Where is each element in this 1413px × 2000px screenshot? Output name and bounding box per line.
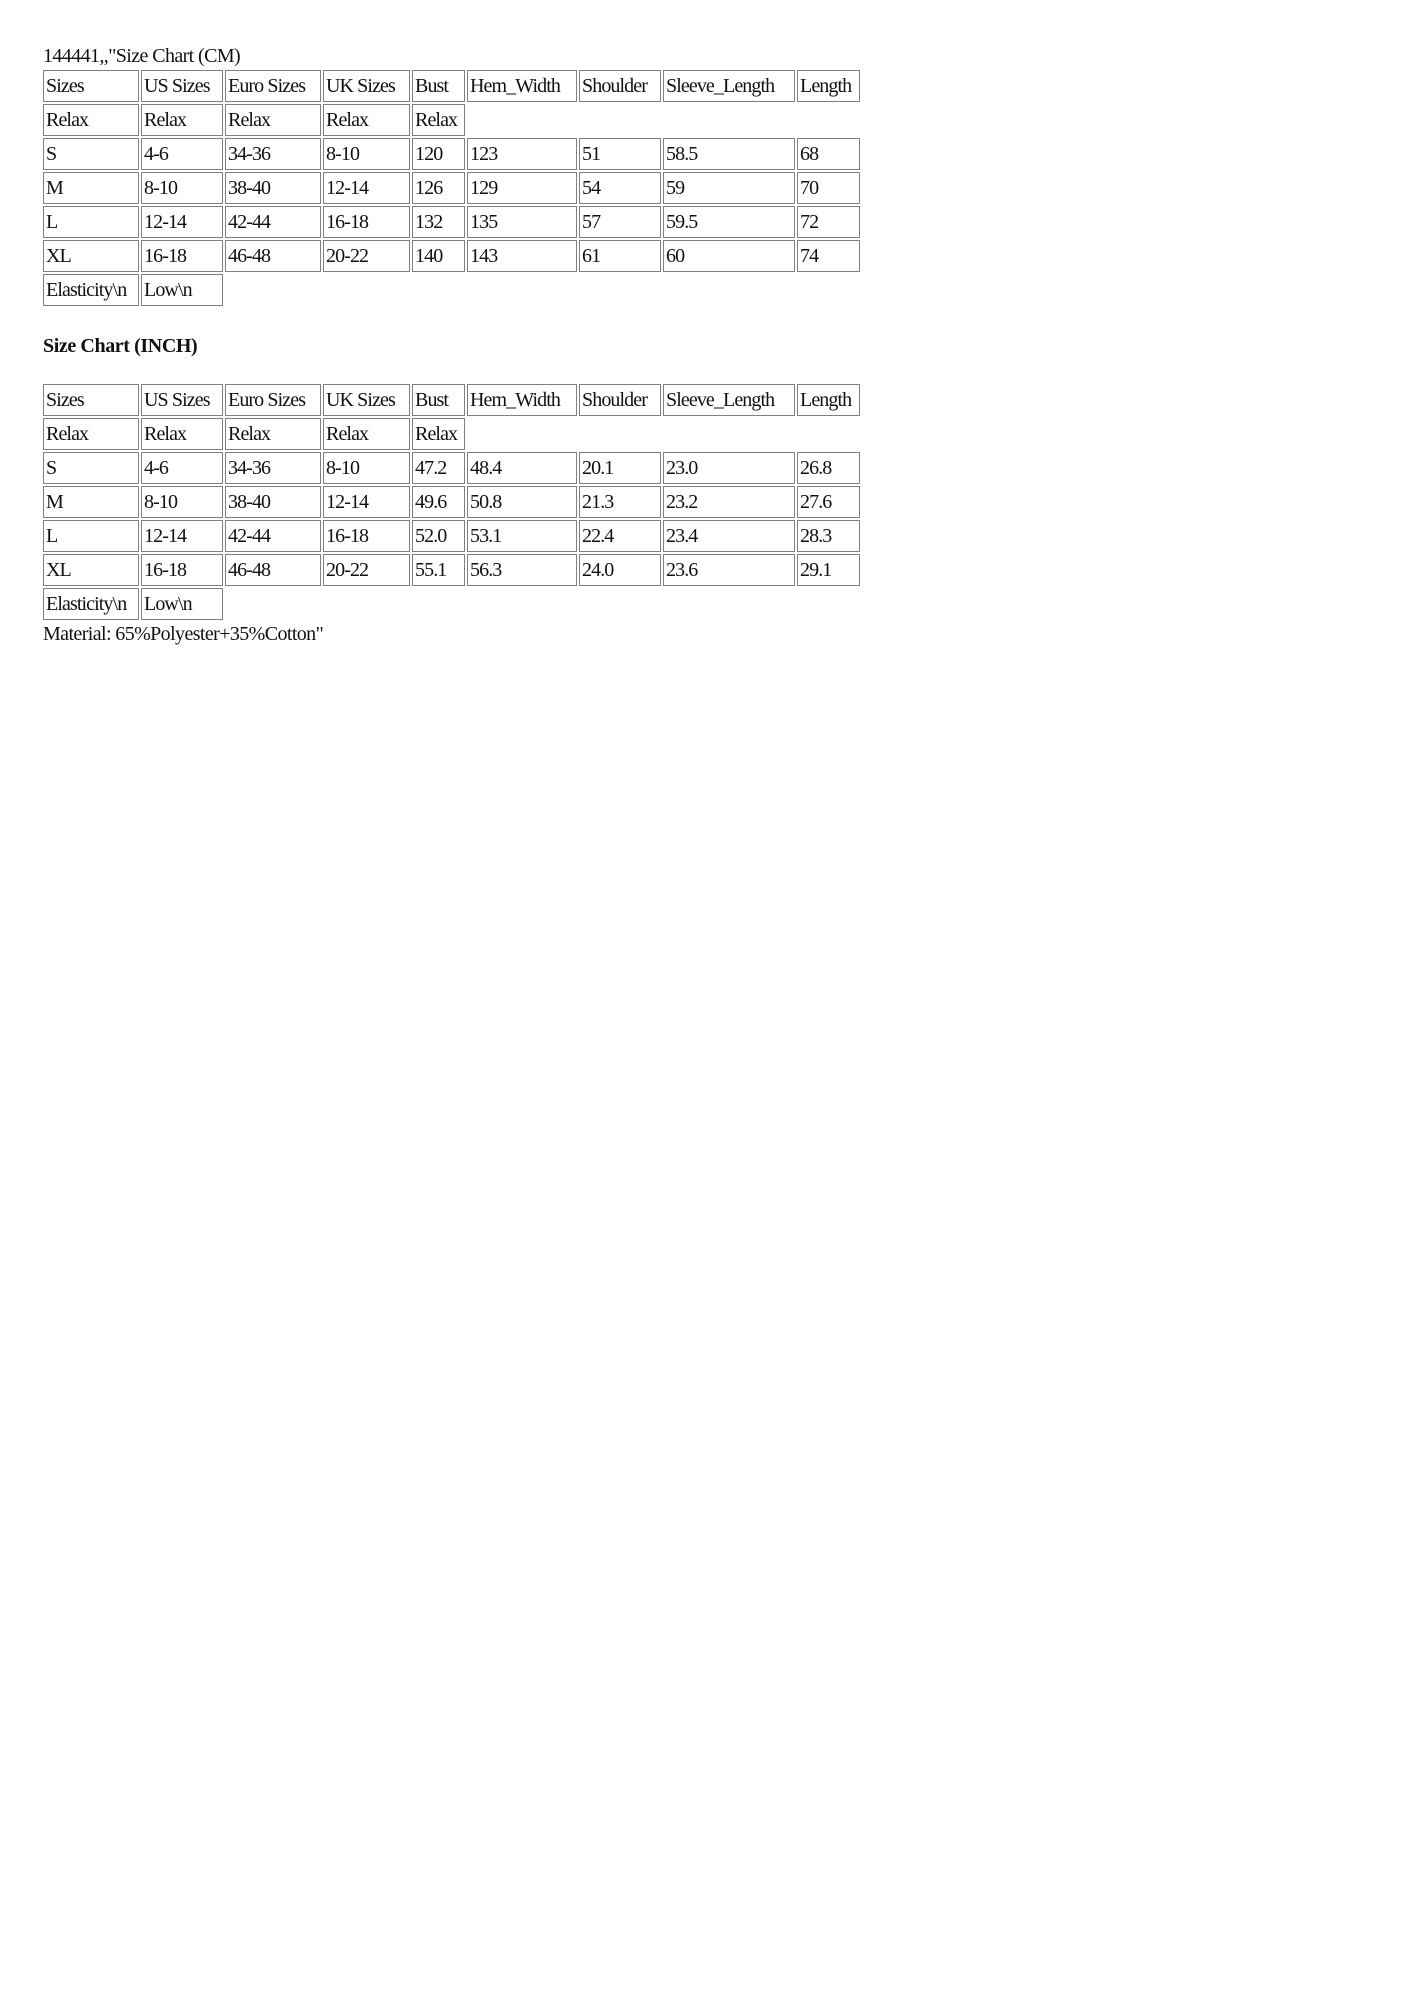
table-cell: 20-22 (323, 240, 410, 272)
table-cell: 22.4 (579, 520, 661, 552)
empty-cell (323, 274, 410, 306)
header-cell: Bust (412, 70, 465, 102)
elasticity-value-cell: Low\n (141, 588, 223, 620)
header-cell: Hem_Width (467, 384, 577, 416)
table-cell: 135 (467, 206, 577, 238)
header-cell: UK Sizes (323, 70, 410, 102)
table-header-row (43, 384, 860, 416)
empty-cell (579, 104, 661, 136)
table-cell: 8-10 (323, 138, 410, 170)
table-cell: 74 (797, 240, 860, 272)
empty-cell (323, 588, 410, 620)
table-cell: 59.5 (663, 206, 795, 238)
table-cell: 16-18 (323, 206, 410, 238)
table-cell: 21.3 (579, 486, 661, 518)
empty-cell (797, 588, 860, 620)
table-cell: 52.0 (412, 520, 465, 552)
fit-cell: Relax (412, 104, 465, 136)
table-cell: 55.1 (412, 554, 465, 586)
empty-cell (663, 588, 795, 620)
fit-cell: Relax (323, 418, 410, 450)
elasticity-label-cell: Elasticity\n (43, 588, 139, 620)
empty-cell (663, 104, 795, 136)
empty-cell (663, 418, 795, 450)
table-cell: 23.2 (663, 486, 795, 518)
table-row (43, 452, 860, 484)
table-cell: 50.8 (467, 486, 577, 518)
table-cell: 48.4 (467, 452, 577, 484)
fit-cell: Relax (225, 104, 321, 136)
table-row (43, 486, 860, 518)
table-cell: 4-6 (141, 138, 223, 170)
table-cell: 51 (579, 138, 661, 170)
size-cell: M (43, 486, 139, 518)
size-cell: L (43, 206, 139, 238)
table-cell: 47.2 (412, 452, 465, 484)
table-cell: 42-44 (225, 520, 321, 552)
table-cell: 8-10 (323, 452, 410, 484)
elasticity-label-cell: Elasticity\n (43, 274, 139, 306)
table-cell: 12-14 (141, 206, 223, 238)
header-cell: Length (797, 384, 860, 416)
table-cell: 57 (579, 206, 661, 238)
cm-size-table (41, 68, 862, 308)
table-cell: 16-18 (141, 554, 223, 586)
table-cell: 49.6 (412, 486, 465, 518)
table-cell: 23.4 (663, 520, 795, 552)
table-cell: 46-48 (225, 554, 321, 586)
size-cell: M (43, 172, 139, 204)
table-cell: 20.1 (579, 452, 661, 484)
table-cell: 132 (412, 206, 465, 238)
table-cell: 60 (663, 240, 795, 272)
fit-cell: Relax (323, 104, 410, 136)
table-row (43, 520, 860, 552)
table-cell: 126 (412, 172, 465, 204)
size-cell: XL (43, 554, 139, 586)
header-cell: US Sizes (141, 384, 223, 416)
fit-cell: Relax (43, 418, 139, 450)
table-cell: 34-36 (225, 452, 321, 484)
header-cell: Length (797, 70, 860, 102)
fit-cell: Relax (412, 418, 465, 450)
table-cell: 23.0 (663, 452, 795, 484)
elasticity-row (43, 588, 860, 620)
table-cell: 8-10 (141, 486, 223, 518)
table-cell: 46-48 (225, 240, 321, 272)
table-row (43, 554, 860, 586)
empty-cell (467, 588, 577, 620)
table-cell: 61 (579, 240, 661, 272)
table-cell: 20-22 (323, 554, 410, 586)
table-cell: 12-14 (141, 520, 223, 552)
table-cell: 120 (412, 138, 465, 170)
empty-cell (467, 274, 577, 306)
header-cell: Bust (412, 384, 465, 416)
size-cell: L (43, 520, 139, 552)
size-cell: XL (43, 240, 139, 272)
table-cell: 140 (412, 240, 465, 272)
fit-row (43, 104, 860, 136)
document-page (43, 44, 1343, 646)
table-row (43, 172, 860, 204)
table-cell: 38-40 (225, 172, 321, 204)
fit-row (43, 418, 860, 450)
empty-cell (579, 588, 661, 620)
fit-cell: Relax (43, 104, 139, 136)
table-cell: 70 (797, 172, 860, 204)
table-header-row (43, 70, 860, 102)
table-cell: 68 (797, 138, 860, 170)
empty-cell (467, 418, 577, 450)
empty-cell (579, 274, 661, 306)
material-line: Material: 65%Polyester+35%Cotton" (43, 623, 324, 645)
header-cell: US Sizes (141, 70, 223, 102)
inch-chart-heading: Size Chart (INCH) (43, 335, 198, 357)
empty-cell (663, 274, 795, 306)
fit-cell: Relax (225, 418, 321, 450)
cm-chart-title: 144441,,"Size Chart (CM) (43, 45, 241, 67)
table-cell: 26.8 (797, 452, 860, 484)
header-cell: Hem_Width (467, 70, 577, 102)
header-cell: Euro Sizes (225, 70, 321, 102)
table-cell: 72 (797, 206, 860, 238)
table-cell: 16-18 (141, 240, 223, 272)
table-cell: 23.6 (663, 554, 795, 586)
table-row (43, 206, 860, 238)
empty-cell (797, 418, 860, 450)
table-cell: 129 (467, 172, 577, 204)
empty-cell (225, 274, 321, 306)
header-cell: Sleeve_Length (663, 70, 795, 102)
size-cell: S (43, 452, 139, 484)
elasticity-value-cell: Low\n (141, 274, 223, 306)
table-cell: 54 (579, 172, 661, 204)
table-cell: 12-14 (323, 486, 410, 518)
table-cell: 27.6 (797, 486, 860, 518)
table-cell: 56.3 (467, 554, 577, 586)
empty-cell (797, 104, 860, 136)
table-cell: 58.5 (663, 138, 795, 170)
empty-cell (579, 418, 661, 450)
table-cell: 12-14 (323, 172, 410, 204)
table-row (43, 138, 860, 170)
table-cell: 4-6 (141, 452, 223, 484)
table-cell: 38-40 (225, 486, 321, 518)
table-cell: 16-18 (323, 520, 410, 552)
table-cell: 29.1 (797, 554, 860, 586)
fit-cell: Relax (141, 104, 223, 136)
table-cell: 123 (467, 138, 577, 170)
size-cell: S (43, 138, 139, 170)
header-cell: UK Sizes (323, 384, 410, 416)
header-cell: Sizes (43, 384, 139, 416)
header-cell: Shoulder (579, 384, 661, 416)
table-row (43, 240, 860, 272)
header-cell: Shoulder (579, 70, 661, 102)
empty-cell (412, 274, 465, 306)
empty-cell (225, 588, 321, 620)
fit-cell: Relax (141, 418, 223, 450)
header-cell: Sizes (43, 70, 139, 102)
table-cell: 24.0 (579, 554, 661, 586)
header-cell: Sleeve_Length (663, 384, 795, 416)
table-cell: 53.1 (467, 520, 577, 552)
table-cell: 59 (663, 172, 795, 204)
elasticity-row (43, 274, 860, 306)
table-cell: 8-10 (141, 172, 223, 204)
header-cell: Euro Sizes (225, 384, 321, 416)
inch-size-table (41, 382, 862, 622)
table-cell: 143 (467, 240, 577, 272)
empty-cell (797, 274, 860, 306)
empty-cell (412, 588, 465, 620)
table-cell: 34-36 (225, 138, 321, 170)
table-cell: 42-44 (225, 206, 321, 238)
table-cell: 28.3 (797, 520, 860, 552)
empty-cell (467, 104, 577, 136)
